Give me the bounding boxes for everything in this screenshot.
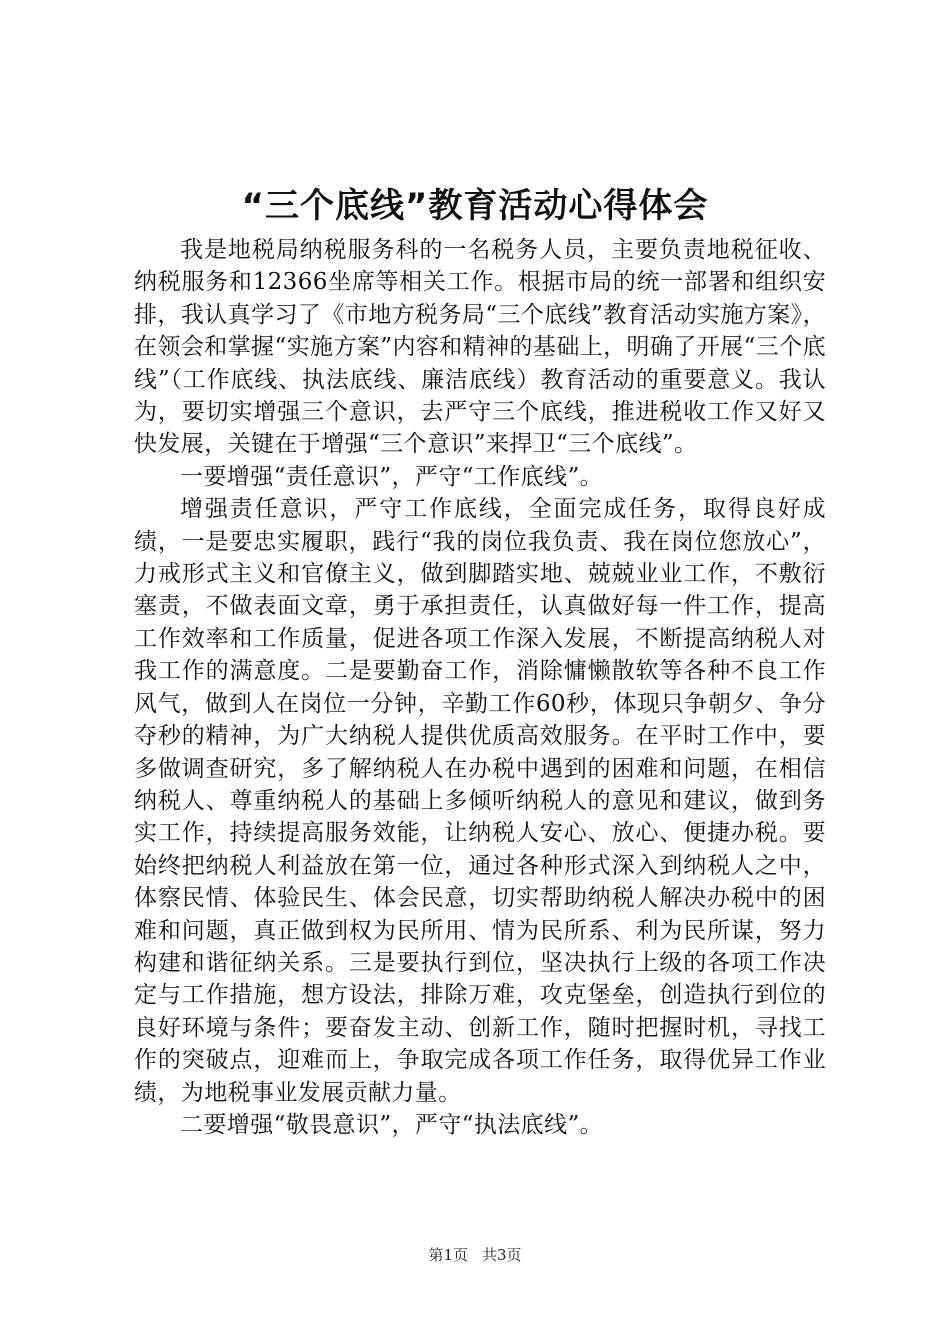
paragraph-heading-responsibility: 一要增强“责任意识”，严守“工作底线”。 — [180, 463, 604, 490]
page-number: 第1页 — [428, 1246, 468, 1264]
paragraph-heading-awe: 二要增强“敬畏意识”，严守“执法底线”。 — [180, 1111, 604, 1138]
document-body — [134, 234, 826, 1141]
paragraph-intro: 我是地税局纳税服务科的一名税务人员，主要负责地税征收、纳税服务和12366坐席等相关工作。根据市局的统一部署和组织安排，我认真学习了《市地方税务局“三个底线”教育活动实施方案》，在领会和掌握“实施方案”内容和精神的基础上，明确了开展“三个底线”（工作底线、执法底线、廉洁底线）教育活动的重要意义。我认为，要切实增强三个意识，去严守三个底线，推进税收工作又好又快发展，关键在于增强“三个意识”来捍卫“三个底线”。 — [134, 237, 826, 458]
page-footer — [0, 1245, 950, 1265]
page-total: 共3页 — [482, 1246, 522, 1264]
paragraph-responsibility-body: 增强责任意识，严守工作底线，全面完成任务，取得良好成绩，一是要忠实履职，践行“我的岗位我负责、我在岗位您放心”，力戒形式主义和官僚主义，做到脚踏实地、兢兢业业工作，不敷衍塞责，不做表面文章，勇于承担责任，认真做好每一件工作，提高工作效率和工作质量，促进各项工作深入发展，不断提高纳税人对我工作的满意度。二是要勤奋工作，消除慵懒散软等各种不良工作风气，做到人在岗位一分钟，辛勤工作60秒，体现只争朝夕、争分夺秒的精神，为广大纳税人提供优质高效服务。在平时工作中，要多做调查研究，多了解纳税人在办税中遇到的困难和问题，在相信纳税人、尊重纳税人的基础上多倾听纳税人的意见和建议，做到务实工作，持续提高服务效能，让纳税人安心、放心、便捷办税。要始终把纳税人利益放在第一位，通过各种形式深入到纳税人之中，体察民情、体验民生、体会民意，切实帮助纳税人解决办税中的困难和问题，真正做到权为民所用、情为民所系、利为民所谋，努力构建和谐征纳关系。三是要执行到位，坚决执行上级的各项工作决定与工作措施，想方设法，排除万难，攻克堡垒，创造执行到位的良好环境与条件；要奋发主动、创新工作，随时把握时机，寻找工作的突破点，迎难而上，争取完成各项工作任务，取得优异工作业绩，为地税事业发展贡献力量。 — [134, 496, 826, 1106]
document-title: “三个底线”教育活动心得体会 — [241, 186, 709, 226]
